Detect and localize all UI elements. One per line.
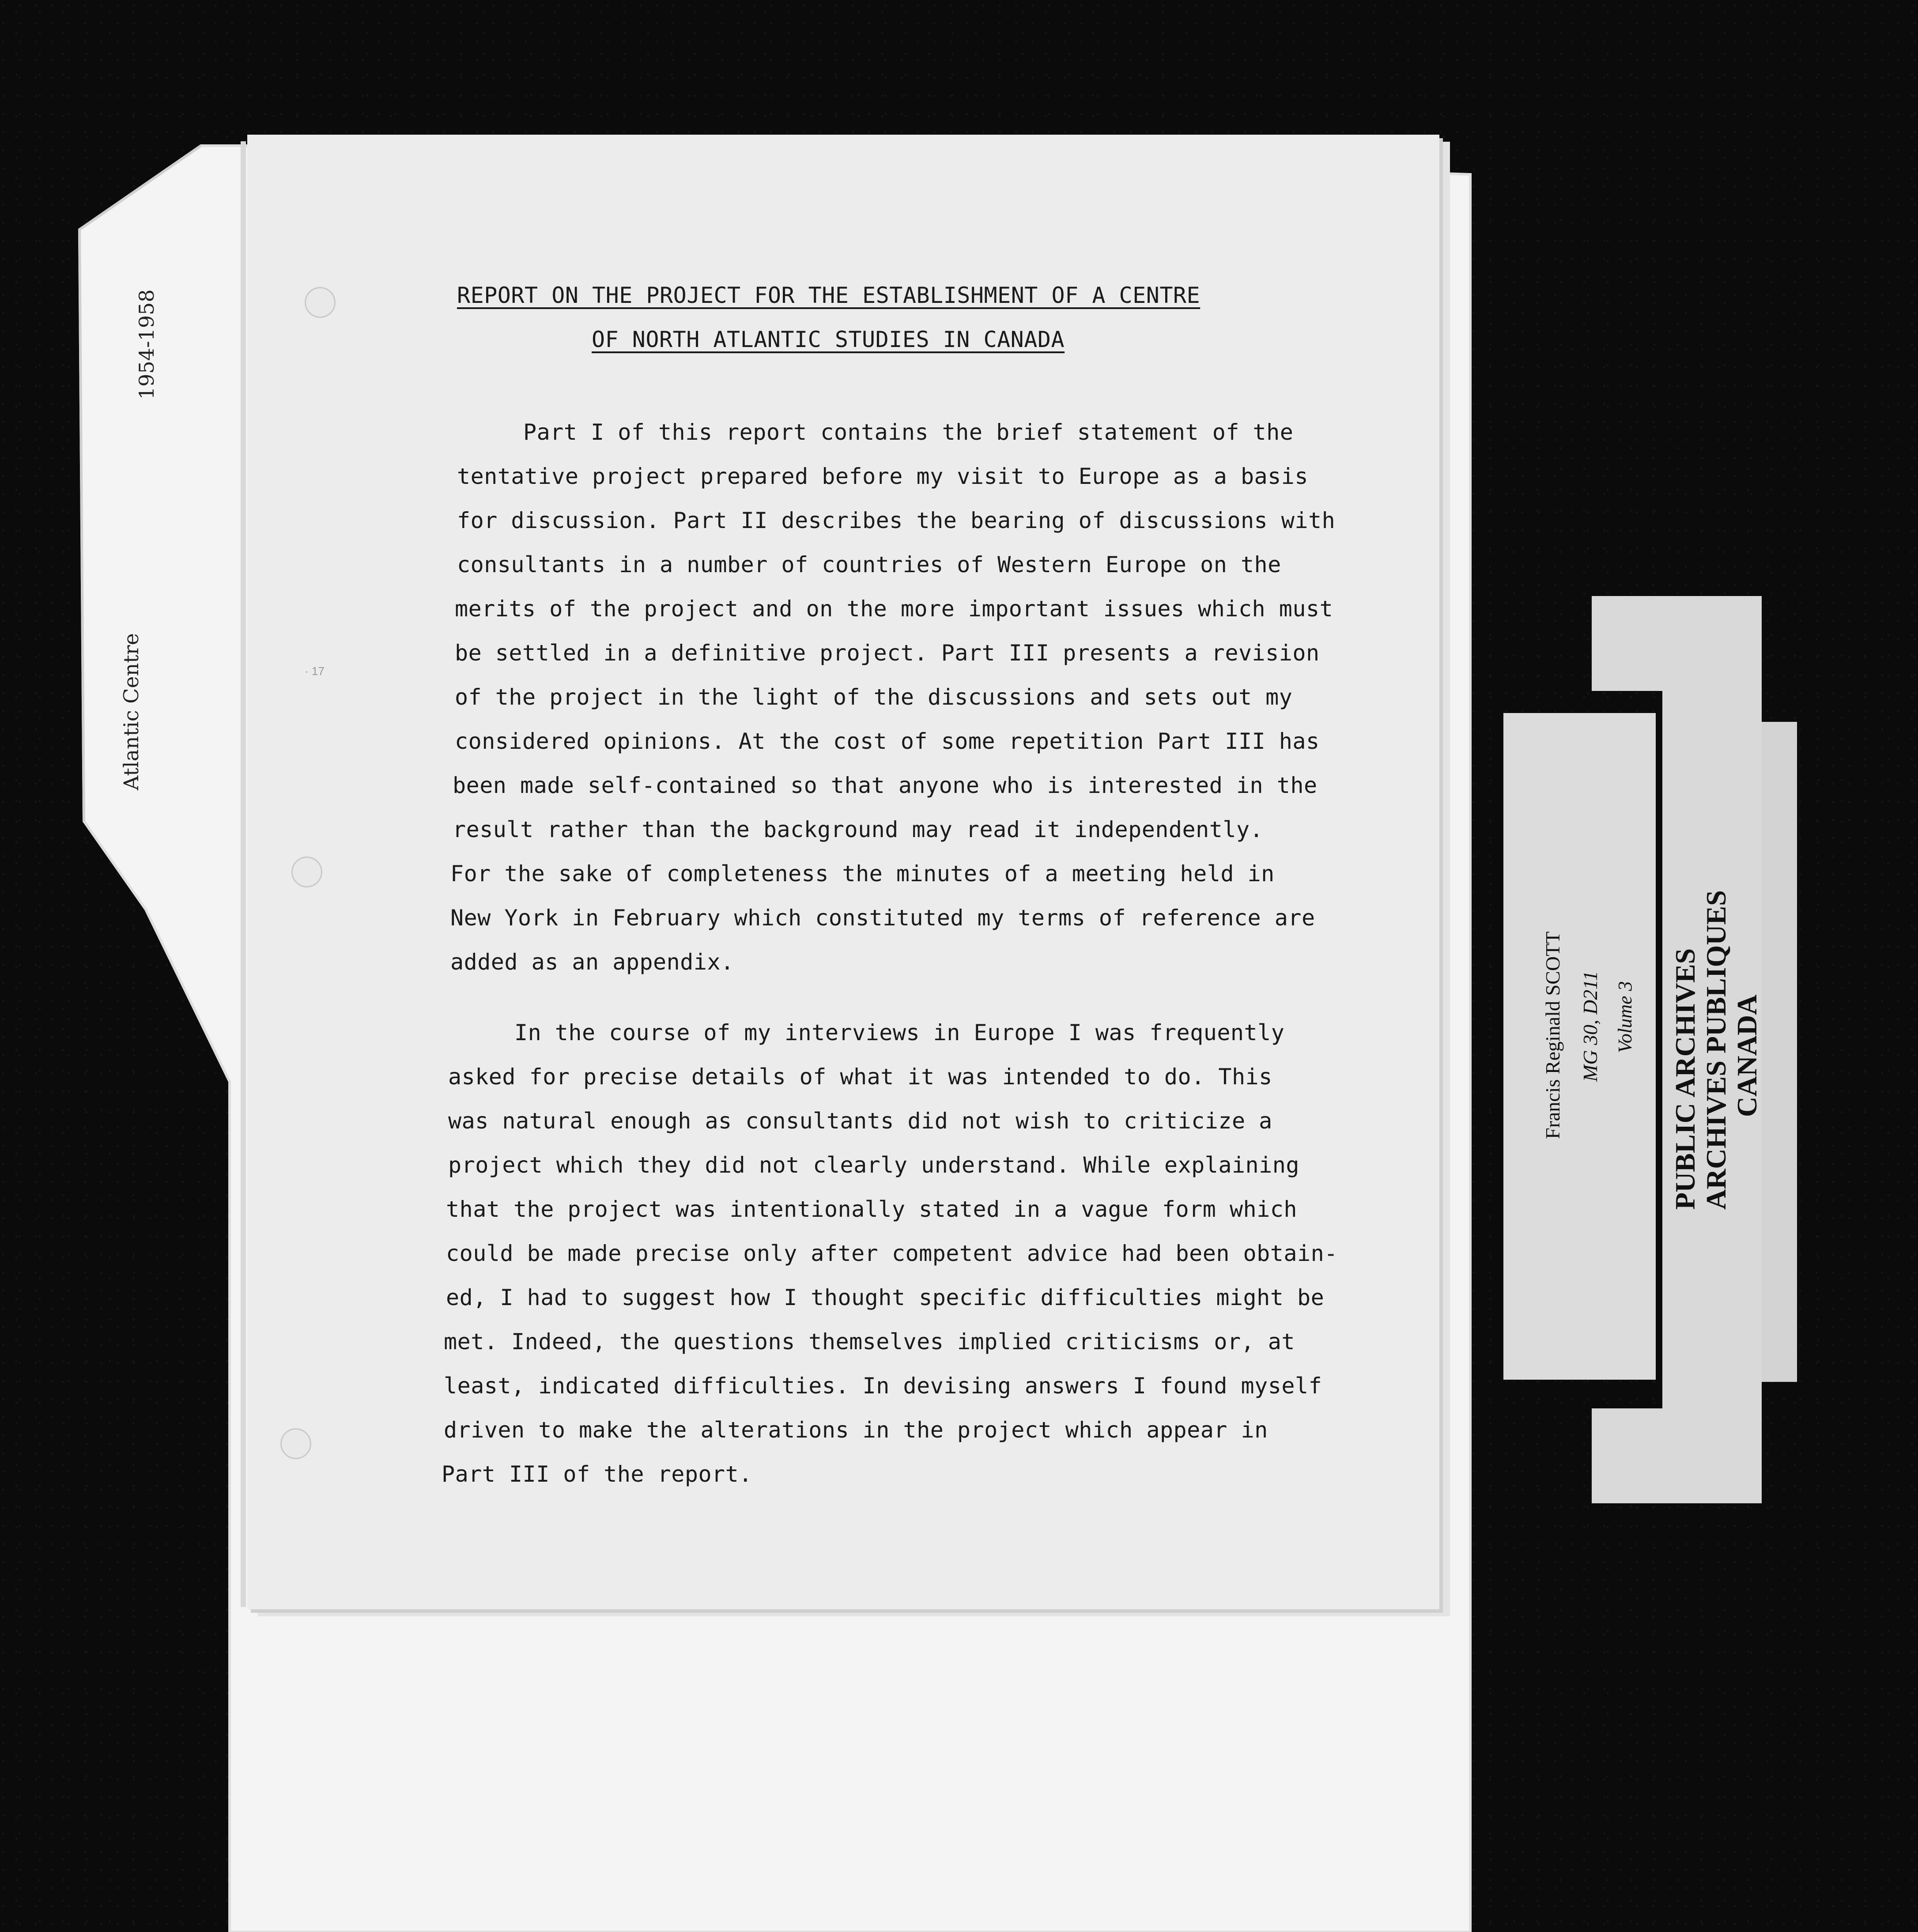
paragraph-2-line: ed, I had to suggest how I thought specific difficulties might be	[446, 1285, 1325, 1310]
paragraph-1-line: of the project in the light of the discussions and sets out my	[455, 684, 1293, 710]
paragraph-1-line: tentative project prepared before my visit to Europe as a basis	[457, 464, 1308, 489]
archive-country: CANADA	[1731, 994, 1763, 1117]
paragraph-2-line: asked for precise details of what it was intended to do. This	[448, 1064, 1272, 1090]
archive-strip-right	[1762, 722, 1797, 1382]
paragraph-2-line: In the course of my interviews in Europe I was frequently	[514, 1020, 1285, 1045]
paragraph-2-line: driven to make the alterations in the project which appear in	[444, 1417, 1268, 1443]
archive-collection-name: Francis Reginald SCOTT	[1541, 931, 1564, 1139]
report-title-line-2: OF NORTH ATLANTIC STUDIES IN CANADA	[592, 327, 1065, 352]
paragraph-1-line: New York in February which constituted my terms of reference are	[450, 905, 1315, 931]
sheet-shadow-edge	[241, 141, 246, 1607]
paragraph-2-line: that the project was intentionally stated in a vague form which	[446, 1196, 1297, 1222]
archive-name-fr: ARCHIVES PUBLIQUES	[1700, 890, 1732, 1210]
paragraph-1-line: for discussion. Part II describes the bearing of discussions with	[457, 508, 1336, 533]
archive-reference: MG 30, D211	[1579, 971, 1601, 1082]
paragraph-1-line: consultants in a number of countries of Western Europe on the	[457, 552, 1281, 577]
paragraph-1-line: Part I of this report contains the brief statement of the	[523, 419, 1294, 445]
paragraph-1-line: been made self-contained so that anyone who is interested in the	[453, 773, 1318, 798]
paragraph-1-line: considered opinions. At the cost of some repetition Part III has	[455, 728, 1320, 754]
report-title-line-1: REPORT ON THE PROJECT FOR THE ESTABLISHMENT OF A CENTRE	[457, 283, 1201, 308]
folder-tab-subject: Atlantic Centre	[119, 633, 143, 790]
punch-hole-top	[305, 287, 336, 318]
page-mark: · 17	[305, 664, 325, 678]
folder-tab-years: 1954-1958	[135, 289, 159, 400]
paragraph-1-line: be settled in a definitive project. Part III presents a revision	[455, 640, 1320, 666]
archive-name-en: PUBLIC ARCHIVES	[1669, 948, 1701, 1210]
paragraph-2-line: Part III of the report.	[442, 1461, 752, 1487]
punch-hole-bottom	[280, 1428, 311, 1459]
paragraph-1-line: added as an appendix.	[450, 949, 734, 975]
paragraph-1-line: result rather than the background may read it independently.	[453, 817, 1264, 842]
paragraph-1-line: For the sake of completeness the minutes of a meeting held in	[450, 861, 1275, 887]
punch-hole-middle	[291, 857, 322, 887]
paragraph-1-line: merits of the project and on the more important issues which must	[455, 596, 1333, 622]
paragraph-2-line: could be made precise only after competent advice had been obtain-	[446, 1241, 1338, 1266]
paragraph-2-line: met. Indeed, the questions themselves implied criticisms or, at	[444, 1329, 1295, 1355]
archive-strip-back-lower	[1592, 1408, 1762, 1503]
archive-strip-back	[1592, 596, 1762, 691]
archive-volume: Volume 3	[1614, 981, 1636, 1053]
paragraph-2-line: was natural enough as consultants did not wish to criticize a	[448, 1108, 1272, 1134]
paragraph-2-line: least, indicated difficulties. In devising answers I found myself	[444, 1373, 1322, 1399]
paragraph-2-line: project which they did not clearly understand. While explaining	[448, 1152, 1299, 1178]
